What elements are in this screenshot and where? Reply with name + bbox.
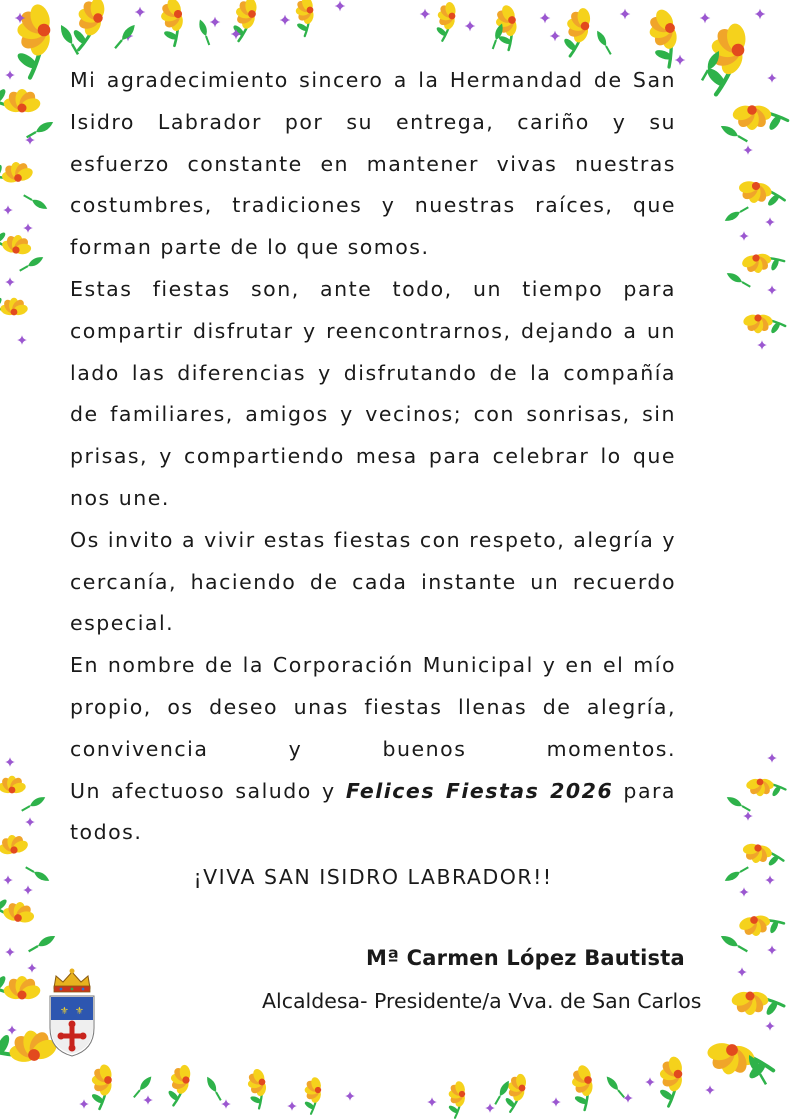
flower-icon [731, 103, 788, 131]
sparkle-icon [25, 817, 35, 827]
sparkle-icon [551, 1097, 561, 1107]
flower-icon [0, 229, 35, 258]
sparkle-icon [3, 875, 13, 885]
sparkle-icon [767, 73, 777, 83]
sparkle-icon [5, 70, 15, 80]
flower-icon [502, 1070, 529, 1113]
leaf-icon [204, 1075, 223, 1102]
flower-icon [0, 158, 36, 189]
sparkle-icon [210, 17, 221, 28]
sparkle-icon [7, 1025, 17, 1035]
sparkle-icon [700, 13, 711, 24]
leaf-icon [723, 204, 750, 223]
closing-cheer: ¡VIVA SAN ISIDRO LABRADOR!! [193, 865, 553, 889]
sparkle-icon [540, 13, 551, 24]
sparkle-icon [767, 285, 777, 295]
leaf-icon [18, 254, 45, 273]
leaf-icon [131, 1074, 153, 1099]
leaf-icon [604, 1074, 626, 1099]
sparkle-icon [143, 1095, 153, 1105]
flower-icon [448, 1080, 467, 1118]
flower-icon [230, 0, 261, 43]
sparkle-icon [743, 811, 753, 821]
flower-icon [0, 775, 27, 795]
sparkle-icon [620, 9, 631, 20]
sparkle-icon [623, 1093, 633, 1103]
sparkle-icon [79, 1099, 89, 1109]
flower-icon [658, 1055, 684, 1106]
flower-icon [701, 17, 751, 98]
paragraph-greeting [70, 771, 676, 855]
leaf-icon [24, 864, 51, 883]
sparkle-icon [675, 55, 686, 66]
sparkle-icon [765, 1021, 775, 1031]
sparkle-icon [765, 875, 775, 885]
paragraph-invitation: Os invito a vivir estas fiestas con respeto, alegría y cercanía, haciendo de cada instante un recuerdo especial. [70, 527, 676, 636]
sparkle-icon [335, 1, 346, 12]
leaf-icon [197, 18, 212, 46]
flower-icon [492, 2, 523, 51]
flower-icon [0, 297, 29, 317]
sparkle-icon [345, 1091, 355, 1101]
sparkle-icon [27, 963, 37, 973]
crest-icon [46, 966, 98, 1058]
sparkle-icon [427, 1097, 437, 1107]
flower-icon [0, 896, 38, 927]
greeting-highlight: Felices Fiestas 2026 [345, 778, 614, 803]
flower-icon [91, 1063, 114, 1109]
flower-icon [244, 1066, 271, 1109]
sparkle-icon [550, 31, 561, 42]
sparkle-icon [17, 335, 27, 345]
sparkle-icon [5, 947, 15, 957]
sparkle-icon [737, 967, 747, 977]
flower-icon [15, 2, 53, 78]
sparkle-icon [705, 1085, 715, 1095]
paragraph-fiestas: Estas fiestas son, ante todo, un tiempo para compartir disfrutar y reencontrarnos, dejando a un lado las diferencias y disfrutando de la compañía de familiares, amigos y vecinos; con sonrisas, sin prisas, y compartiendo mesa para celebrar lo que nos une. [70, 276, 676, 510]
sparkle-icon [765, 217, 775, 227]
flower-icon [0, 974, 42, 1001]
leaf-icon [22, 192, 49, 211]
paragraph-gratitude: Mi agradecimiento sincero a la Hermandad de San Isidro Labrador por su entrega, cariño y su esfuerzo constante en mantener vivas nuestras costumbres, tradiciones y nuestras raíces, que forman parte de lo que somos. [70, 68, 676, 260]
leaf-icon [20, 794, 47, 813]
paragraph-wishes: En nombre de la Corporación Municipal y en el mío propio, os deseo unas fiestas llenas de alegría, convivencia y buenos momentos. [70, 653, 676, 761]
flower-icon [745, 777, 786, 797]
leaf-icon [27, 933, 57, 955]
sparkle-icon [767, 945, 777, 955]
sparkle-icon [287, 1101, 297, 1111]
flower-icon [560, 4, 594, 59]
sparkle-icon [5, 757, 15, 767]
sparkle-icon [739, 887, 749, 897]
greeting-text: Un afectuoso saludo y [70, 778, 346, 803]
sparkle-icon [645, 1077, 655, 1087]
sparkle-icon [767, 753, 777, 763]
flower-icon [434, 0, 458, 42]
flower-icon [739, 248, 785, 277]
flower-icon [0, 831, 31, 860]
leaf-icon [719, 933, 749, 955]
leaf-icon [723, 864, 750, 883]
flower-icon [739, 840, 785, 869]
leaf-icon [746, 1053, 770, 1086]
sparkle-icon [739, 231, 749, 241]
svg-text:⚜: ⚜ [75, 1006, 84, 1017]
leaf-icon [725, 270, 752, 289]
sparkle-icon [743, 145, 753, 155]
flower-icon [304, 1076, 323, 1114]
sparkle-icon [420, 9, 431, 20]
signature-name: Mª Carmen López Bautista [366, 946, 685, 970]
leaf-icon [594, 29, 613, 56]
flower-icon [735, 177, 787, 209]
sparkle-icon [23, 223, 33, 233]
sparkle-icon [280, 15, 291, 26]
flower-icon [702, 1037, 777, 1084]
sparkle-icon [221, 1099, 231, 1109]
flower-icon [0, 87, 42, 114]
leaf-icon [725, 794, 752, 813]
flower-icon [736, 910, 785, 941]
flower-icon [568, 1062, 599, 1111]
greeting-ending: para todos. [70, 778, 676, 845]
flower-icon [293, 0, 317, 37]
sparkle-icon [755, 9, 766, 20]
letter-body [70, 60, 676, 854]
sparkle-icon [485, 1103, 495, 1113]
sparkle-icon [5, 277, 15, 287]
flower-icon [165, 1061, 194, 1107]
svg-text:⚜: ⚜ [60, 1006, 69, 1017]
flower-icon [742, 313, 785, 335]
flower-icon [730, 990, 784, 1017]
flower-icon [157, 0, 189, 47]
sparkle-icon [757, 340, 767, 350]
signature-role: Alcaldesa- Presidente/a Vva. de San Carlos [262, 989, 702, 1013]
leaf-icon [112, 23, 137, 51]
sparkle-icon [465, 21, 476, 32]
sparkle-icon [135, 7, 146, 18]
sparkle-icon [23, 885, 33, 895]
sparkle-icon [3, 205, 13, 215]
